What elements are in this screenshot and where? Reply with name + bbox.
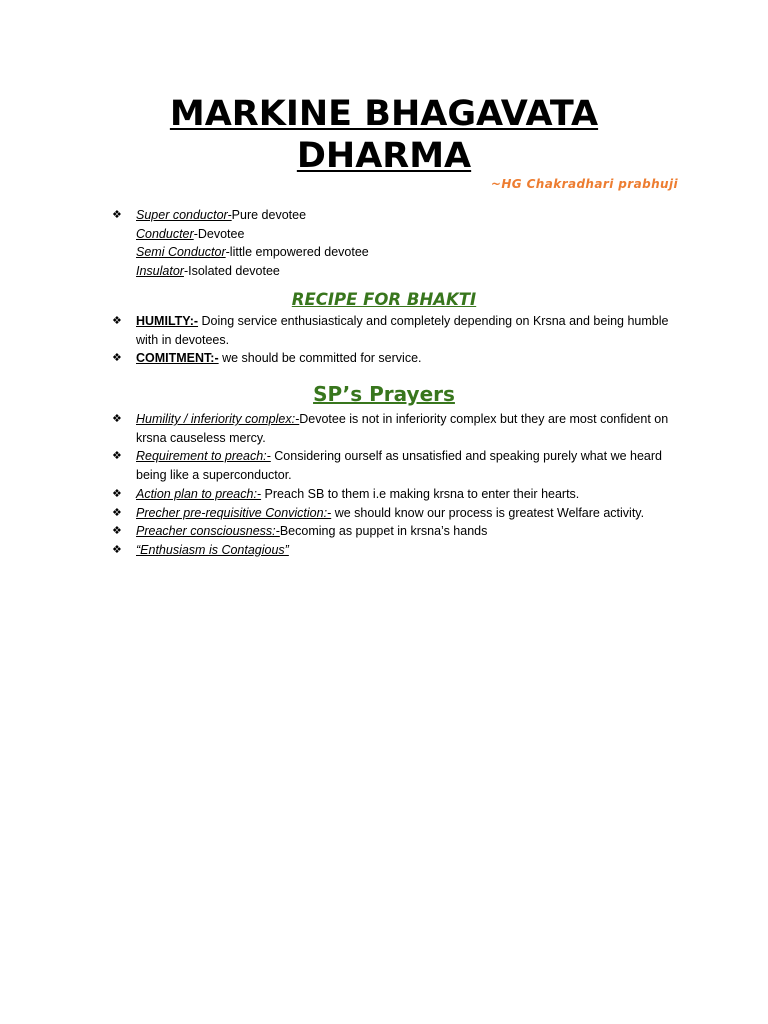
diamond-bullet-icon: ❖ (112, 450, 122, 463)
recipe-list (112, 312, 682, 368)
term: Super conductor- (136, 208, 232, 222)
definition: -Isolated devotee (183, 264, 280, 279)
diamond-bullet-icon: ❖ (112, 315, 122, 327)
definition: Considering ourself as unsatisfied and speaking purely what we heard being like a superconductor. (136, 449, 663, 483)
prayers-list (112, 410, 682, 560)
term: Conducter (136, 226, 194, 241)
term: Insulator (136, 264, 184, 279)
conductor-list (112, 206, 682, 281)
list-item (112, 522, 682, 541)
definition: we should know our process is greatest Welfare activity. (331, 505, 645, 520)
term: Preacher consciousness:- (136, 524, 280, 539)
term: Semi Conductor (136, 245, 226, 260)
term: Requirement to preach:- (136, 449, 271, 464)
definition: Pure devotee (231, 208, 307, 222)
list-item (112, 410, 682, 447)
list-item (112, 312, 682, 349)
list-item (112, 349, 682, 368)
term: “Enthusiasm is Contagious” (136, 542, 289, 557)
definition: Devotee is not in inferiority complex but they are most confident on krsna causeless mercy. (136, 412, 669, 445)
list-item (112, 485, 682, 504)
list-item (112, 541, 682, 560)
diamond-bullet-icon: ❖ (112, 525, 122, 538)
title-line-1: MARKINE BHAGAVATA (169, 94, 599, 134)
section-heading-prayers: SP’s Prayers (313, 382, 455, 406)
term: Humility / inferiority complex:- (136, 412, 300, 426)
list-item (112, 206, 682, 281)
definition: Doing service enthusiasticaly and completely depending on Krsna and being humble with in devotees. (136, 314, 669, 347)
diamond-bullet-icon: ❖ (112, 543, 122, 556)
definition: we should be committed for service. (218, 351, 422, 366)
term: COMITMENT:- (136, 351, 219, 366)
definition: -Devotee (193, 226, 245, 241)
author-credit: ~HG Chakradhari prabhuji (490, 177, 678, 191)
list-item (112, 447, 682, 484)
term: HUMILTY:- (136, 314, 199, 328)
conductor-line (136, 208, 306, 222)
document-title (0, 93, 768, 177)
term: Precher pre-requisitive Conviction:- (136, 505, 332, 520)
diamond-bullet-icon: ❖ (112, 506, 122, 519)
section-heading-recipe: RECIPE FOR BHAKTI (291, 290, 477, 309)
term: Action plan to preach:- (136, 486, 262, 501)
diamond-bullet-icon: ❖ (112, 209, 122, 221)
diamond-bullet-icon: ❖ (112, 487, 122, 500)
diamond-bullet-icon: ❖ (112, 413, 122, 425)
list-item (112, 504, 682, 523)
definition: Becoming as puppet in krsna’s hands (279, 524, 488, 539)
diamond-bullet-icon: ❖ (112, 352, 122, 365)
definition: Preach SB to them i.e making krsna to enter their hearts. (261, 486, 580, 501)
title-line-2: DHARMA (296, 136, 472, 176)
definition: -little empowered devotee (225, 245, 369, 260)
